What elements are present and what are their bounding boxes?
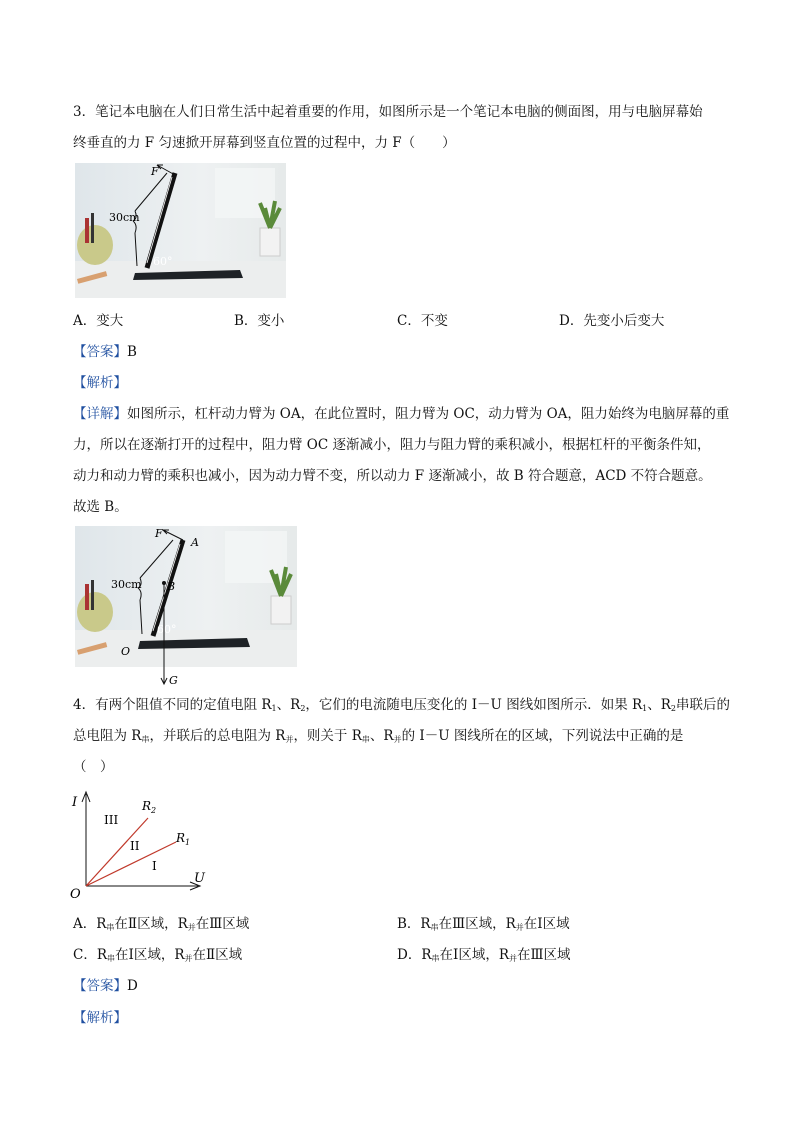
q3-option-b: B．变小	[234, 313, 285, 329]
laptop-photo-1	[75, 163, 286, 298]
fig2-point-b: B	[167, 580, 176, 593]
q3-detail-line1: 【详解】如图所示，杠杆动力臂为 OA，在此位置时，阻力臂为 OC，动力臂为 OA，阻力始终为电脑屏幕的重	[73, 406, 730, 422]
q3-stem-line1: 3．笔记本电脑在人们日常生活中起着重要的作用，如图所示是一个笔记本电脑的侧面图，用与电脑屏幕始	[73, 104, 703, 120]
r1-label: $R_1$	[176, 831, 191, 847]
q3-answer: 【答案】B	[73, 344, 137, 360]
q4-option-c: C．$R_串$在Ⅰ区域，$R_并$在Ⅱ区域	[73, 947, 243, 963]
laptop-figure-1	[75, 163, 286, 298]
q4-stem-line3: （ ）	[73, 759, 114, 775]
q4-answer: 【答案】D	[73, 978, 138, 994]
fig2-length-label: 30cm	[111, 578, 142, 591]
fig2-gravity-label: G	[169, 674, 178, 687]
q4-stem-line2: 总电阻为 $R_串$，并联后的总电阻为 $R_并$，则关于 $R_串$、$R_并$的 I－U 图线所在的区域，下列说法中正确的是	[73, 728, 684, 744]
fig1-force-label: F	[151, 165, 159, 178]
q4-option-d: D．$R_串$在Ⅰ区域，$R_并$在Ⅲ区域	[397, 947, 571, 963]
iu-graph	[66, 784, 216, 900]
fig2-angle-label: 60°	[157, 623, 177, 636]
region-3: III	[104, 813, 119, 827]
q3-option-d: D．先变小后变大	[559, 313, 665, 329]
q4-stem-line1: 4．有两个阻值不同的定值电阻 $R_1$、$R_2$，它们的电流随电压变化的 I－U 图线如图所示．如果 $R_1$、$R_2$串联后的	[73, 697, 731, 713]
region-2: II	[130, 839, 140, 853]
fig2-point-o: O	[121, 645, 131, 658]
mug	[77, 225, 113, 265]
q4-option-a: A．$R_串$在Ⅱ区域，$R_并$在Ⅲ区域	[73, 916, 250, 932]
q3-option-c: C．不变	[397, 313, 448, 329]
q3-conclusion: 故选 B。	[73, 499, 128, 515]
r2-label: $R_2$	[142, 799, 157, 815]
q3-detail-line2: 力，所以在逐渐打开的过程中，阻力臂 OC 逐渐减小，阻力与阻力臂的乘积减小，根据杠杆的平衡条件知，	[73, 437, 711, 453]
x-axis-label: U	[194, 871, 205, 886]
q4-analysis-tag: 【解析】	[73, 1010, 127, 1026]
region-1: I	[152, 859, 157, 873]
fig1-length-label: 30cm	[109, 211, 140, 224]
q3-stem-line2: 终垂直的力 F 匀速掀开屏幕到竖直位置的过程中，力 F（ ）	[73, 135, 456, 151]
laptop-photo-2	[75, 526, 297, 688]
q3-analysis-tag: 【解析】	[73, 375, 127, 391]
fig1-angle-label: 60°	[153, 255, 173, 268]
fig2-force-label: F	[155, 527, 163, 540]
y-axis-label: I	[72, 795, 78, 810]
mug	[77, 592, 113, 632]
q4-option-b: B．$R_串$在Ⅲ区域，$R_并$在Ⅰ区域	[397, 916, 570, 932]
q3-detail-line3: 动力和动力臂的乘积也减小，因为动力臂不变，所以动力 F 逐渐减小，故 B 符合题意，ACD 不符合题意。	[73, 468, 712, 484]
q3-option-a: A．变大	[73, 313, 124, 329]
fig2-point-a: A	[191, 536, 199, 549]
laptop-figure-2	[75, 526, 297, 688]
origin-label: O	[70, 887, 81, 900]
